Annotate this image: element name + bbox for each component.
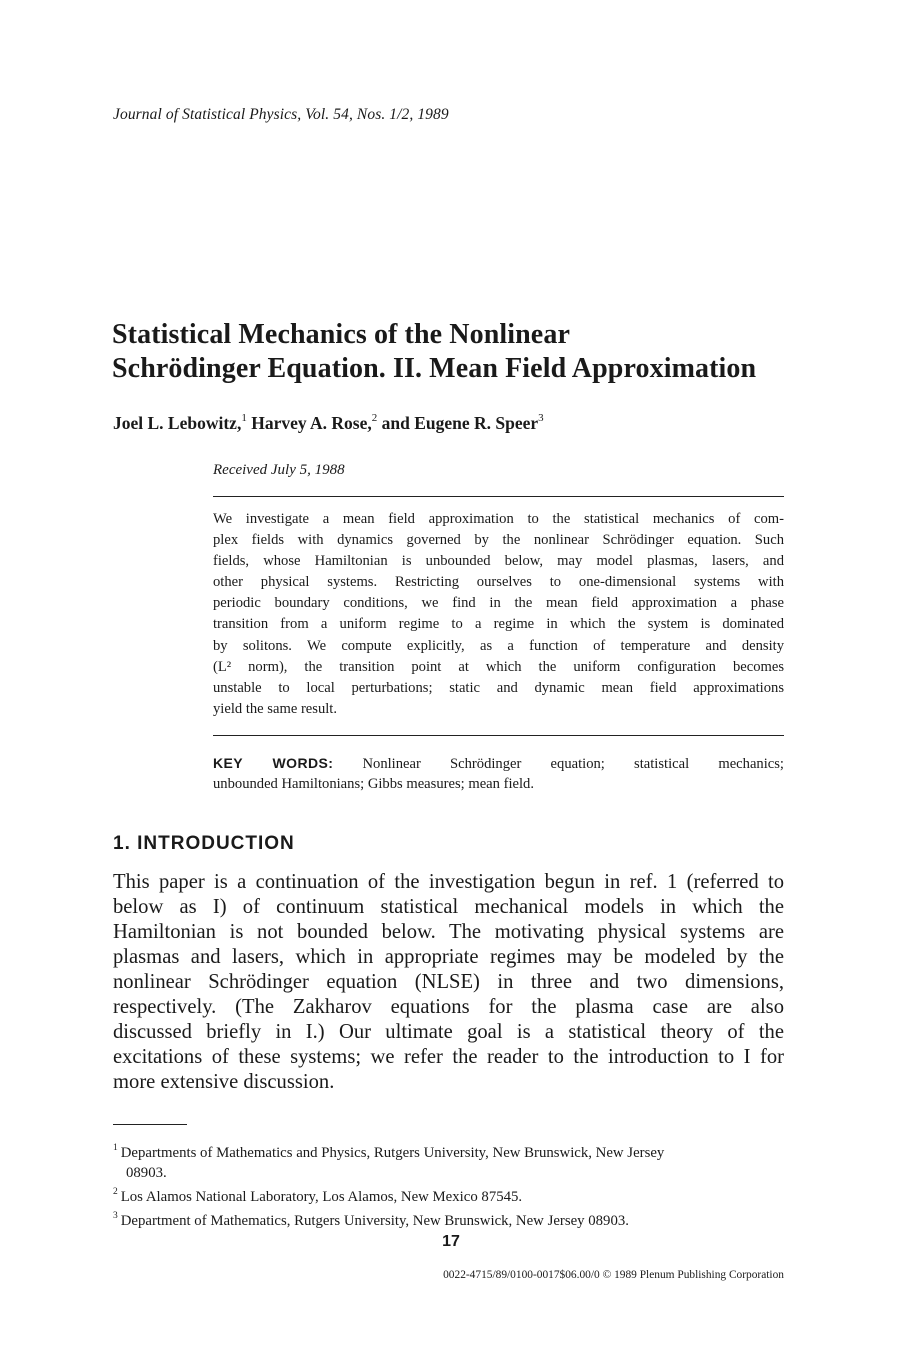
keywords-line	[213, 753, 784, 774]
abstract-line: fields, whose Hamiltonian is unbounded below, may model plasmas, lasers, and	[213, 553, 784, 570]
footnote-rule	[113, 1124, 187, 1125]
body-line: below as I) of continuum statistical mechanical models in which the	[113, 896, 784, 918]
abstract-bottom-rule	[213, 735, 784, 736]
body-line: respectively. (The Zakharov equations for the plasma case are also	[113, 996, 784, 1018]
intro-paragraph	[113, 870, 784, 1095]
keywords-label: KEY WORDS:	[213, 755, 334, 771]
body-line: plasmas and lasers, which in appropriate regimes may be modeled by the	[113, 946, 784, 968]
keywords-text: Nonlinear Schrödinger equation; statistical mechanics;	[362, 756, 784, 772]
author-name: and Eugene R. Speer	[381, 413, 539, 433]
abstract-line: unstable to local perturbations; static and dynamic mean field approximations	[213, 679, 784, 696]
affiliation-mark: 2	[371, 412, 378, 425]
abstract-line: We investigate a mean field approximation to the statistical mechanics of com-	[213, 511, 784, 527]
footnote	[113, 1183, 784, 1207]
footnote-text: Departments of Mathematics and Physics, Rutgers University, New Brunswick, New Jersey	[120, 1144, 665, 1161]
footnote-mark: 1	[113, 1143, 118, 1153]
keywords	[213, 753, 784, 795]
body-line: more extensive discussion.	[113, 1071, 335, 1093]
abstract-top-rule	[213, 496, 784, 497]
abstract-line: (L² norm), the transition point at which the uniform configuration becomes	[213, 658, 784, 675]
footnote	[113, 1139, 784, 1163]
paper-title	[112, 318, 812, 386]
section-heading: 1. INTRODUCTION	[113, 833, 295, 854]
author-name: Harvey A. Rose,	[251, 413, 372, 433]
title-line: Statistical Mechanics of the Nonlinear	[112, 319, 570, 350]
abstract-line: by solitons. We compute explicitly, as a function of temperature and density	[213, 637, 784, 654]
keywords-line: unbounded Hamiltonians; Gibbs measures; mean field.	[213, 776, 534, 792]
received-date: Received July 5, 1988	[213, 462, 345, 478]
footnote-mark: 3	[113, 1210, 118, 1221]
body-line: excitations of these systems; we refer the reader to the introduction to I for	[113, 1046, 784, 1068]
footnote-text: Los Alamos National Laboratory, Los Alamos, New Mexico 87545.	[120, 1188, 523, 1205]
body-line: nonlinear Schrödinger equation (NLSE) in three and two dimensions,	[113, 971, 784, 993]
body-line: Hamiltonian is not bounded below. The motivating physical systems are	[113, 921, 784, 943]
page-number: 17	[442, 1233, 460, 1250]
footnote-mark: 2	[113, 1186, 118, 1197]
body-line: discussed briefly in I.) Our ultimate goal is a statistical theory of the	[113, 1021, 784, 1043]
copyright-line: 0022-4715/89/0100-0017$06.00/0 © 1989 Plenum Publishing Corporation	[443, 1269, 784, 1281]
footnote-continuation: 08903.	[126, 1164, 167, 1181]
abstract-line: transition from a uniform regime to a regime in which the system is dominated	[213, 616, 784, 633]
title-line: Schrödinger Equation. II. Mean Field Approximation	[112, 353, 757, 384]
abstract-line: yield the same result.	[213, 700, 338, 717]
footnotes	[113, 1139, 784, 1231]
journal-citation: Journal of Statistical Physics, Vol. 54, Nos. 1/2, 1989	[113, 106, 449, 123]
abstract-line: other physical systems. Restricting ourselves to one-dimensional systems with	[213, 574, 784, 591]
author-name: Joel L. Lebowitz,	[113, 413, 242, 433]
abstract-line: plex fields with dynamics governed by the nonlinear Schrödinger equation. Such	[213, 532, 784, 549]
abstract	[213, 509, 784, 720]
footnote	[113, 1207, 784, 1231]
affiliation-mark: 1	[241, 412, 247, 425]
body-line: This paper is a continuation of the investigation begun in ref. 1 (referred to	[113, 871, 784, 893]
abstract-line: periodic boundary conditions, we find in the mean field approximation a phase	[213, 595, 784, 612]
author-list	[113, 413, 544, 434]
footnote-text: Department of Mathematics, Rutgers University, New Brunswick, New Jersey 08903.	[120, 1212, 629, 1229]
affiliation-mark: 3	[538, 412, 544, 425]
